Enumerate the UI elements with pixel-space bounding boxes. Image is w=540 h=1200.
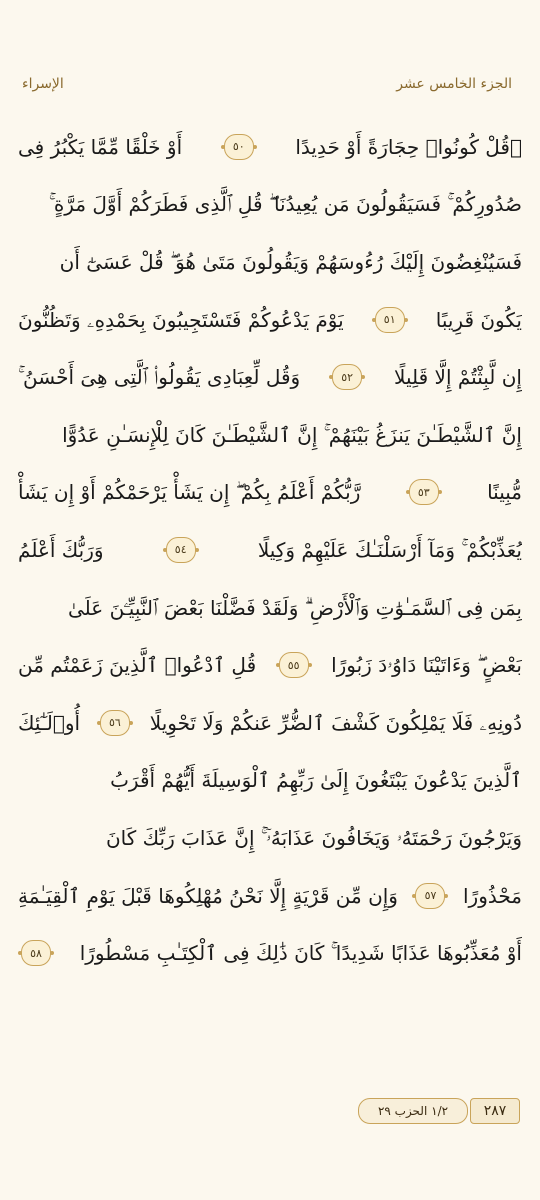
ayah-number-marker[interactable]: ٥٥	[279, 652, 309, 678]
verse-text: أَوْ خَلْقًا مِّمَّا يَكْبُرُ فِى	[18, 134, 183, 159]
ayah-number-marker[interactable]: ٥٨	[21, 940, 51, 966]
verse-text: ٱلَّذِينَ يَدْعُونَ يَبْتَغُونَ إِلَىٰ رَبِّهِمُ ٱلْوَسِيلَةَ أَيُّهُمْ أَقْرَبُ	[110, 768, 522, 793]
verse-text: يُعَذِّبْكُمْ ۚ وَمَآ أَرْسَلْنَـٰكَ عَلَيْهِمْ وَكِيلًا	[257, 537, 522, 562]
verse-text: فَسَيُنْغِضُونَ إِلَيْكَ رُءُوسَهُمْ وَيَقُولُونَ مَتَىٰ هُوَ ۖ قُلْ عَسَىٰٓ أَن	[59, 249, 522, 274]
ayah-number-marker[interactable]: ٥٦	[100, 710, 130, 736]
ayah-number-marker[interactable]: ٥٣	[409, 479, 439, 505]
text-line	[18, 752, 522, 810]
page-header	[0, 72, 540, 102]
ayah-number-marker[interactable]: ٥٢	[332, 364, 362, 390]
verse-text: دُونِهِۦ فَلَا يَمْلِكُونَ كَشْفَ ٱلضُّرِّ عَنكُمْ وَلَا تَحْوِيلًا	[149, 710, 522, 735]
text-line	[18, 636, 522, 694]
ayah-number-marker[interactable]: ٥١	[375, 307, 405, 333]
juz-label: الجزء الخامس عشر	[396, 76, 512, 92]
text-line	[18, 924, 522, 982]
ayah-number-marker[interactable]: ٥٠	[224, 134, 254, 160]
verse-text: ۞قُلْ كُونُوا۟ حِجَارَةً أَوْ حَدِيدًا	[295, 134, 522, 159]
verse-text: وَقُل لِّعِبَادِى يَقُولُوا۟ ٱلَّتِى هِىَ أَحْسَنُ ۚ	[18, 365, 301, 390]
surah-name: الإسراء	[22, 76, 64, 92]
text-line	[18, 867, 522, 925]
verse-text: بَعْضٍ ۖ وَءَاتَيْنَا دَاوُۥدَ زَبُورًا	[331, 653, 522, 678]
text-line	[18, 694, 522, 752]
verse-text: وَرَبُّكَ أَعْلَمُ	[18, 537, 104, 562]
verse-text: قُلِ ٱدْعُوا۟ ٱلَّذِينَ زَعَمْتُم مِّن	[18, 653, 257, 678]
text-line	[18, 579, 522, 637]
quran-page-text	[18, 118, 522, 982]
verse-text: أُو۟لَـٰٓئِكَ	[18, 710, 81, 735]
verse-text: رَّبُّكُمْ أَعْلَمُ بِكُمْ ۖ إِن يَشَأْ يَرْحَمْكُمْ أَوْ إِن يَشَأْ	[18, 480, 361, 505]
verse-text: مَحْذُورًا	[463, 883, 522, 908]
page-footer	[360, 1098, 520, 1122]
verse-text: صُدُورِكُمْ ۚ فَسَيَقُولُونَ مَن يُعِيدُنَا ۖ قُلِ ٱلَّذِى فَطَرَكُمْ أَوَّلَ مَرَّةٍ ۚ	[48, 192, 522, 217]
verse-text: بِمَن فِى ٱلسَّمَـٰوَٰتِ وَٱلْأَرْضِ ۗ وَلَقَدْ فَضَّلْنَا بَعْضَ ٱلنَّبِيِّـۧنَ عَلَىٰ	[68, 595, 522, 620]
hizb-indicator: ١/٢ الحزب ٢٩	[358, 1098, 468, 1124]
page-number: ٢٨٧	[470, 1098, 520, 1124]
ayah-number-marker[interactable]: ٥٧	[415, 883, 445, 909]
verse-text: يَكُونَ قَرِيبًا	[435, 307, 522, 332]
text-line	[18, 233, 522, 291]
verse-text: وَيَرْجُونَ رَحْمَتَهُۥ وَيَخَافُونَ عَذَابَهُۥٓ ۚ إِنَّ عَذَابَ رَبِّكَ كَانَ	[105, 825, 522, 850]
ayah-number-marker[interactable]: ٥٤	[166, 537, 196, 563]
verse-text: وَإِن مِّن قَرْيَةٍ إِلَّا نَحْنُ مُهْلِكُوهَا قَبْلَ يَوْمِ ٱلْقِيَـٰمَةِ	[18, 883, 398, 908]
text-line	[18, 118, 522, 176]
text-line	[18, 406, 522, 464]
text-line	[18, 291, 522, 349]
text-line	[18, 348, 522, 406]
text-line	[18, 521, 522, 579]
text-line	[18, 809, 522, 867]
verse-text: أَوْ مُعَذِّبُوهَا عَذَابًا شَدِيدًا ۚ كَانَ ذَٰلِكَ فِى ٱلْكِتَـٰبِ مَسْطُورًا	[79, 941, 522, 966]
verse-text: إِن لَّبِثْتُمْ إِلَّا قَلِيلًا	[394, 365, 522, 390]
verse-text: مُّبِينًا	[487, 480, 522, 505]
verse-text: يَوْمَ يَدْعُوكُمْ فَتَسْتَجِيبُونَ بِحَمْدِهِۦ وَتَظُنُّونَ	[18, 307, 344, 332]
text-line	[18, 176, 522, 234]
verse-text: إِنَّ ٱلشَّيْطَـٰنَ يَنزَغُ بَيْنَهُمْ ۚ إِنَّ ٱلشَّيْطَـٰنَ كَانَ لِلْإِنسَـٰنِ عَدُوًّا	[62, 422, 522, 447]
text-line	[18, 464, 522, 522]
